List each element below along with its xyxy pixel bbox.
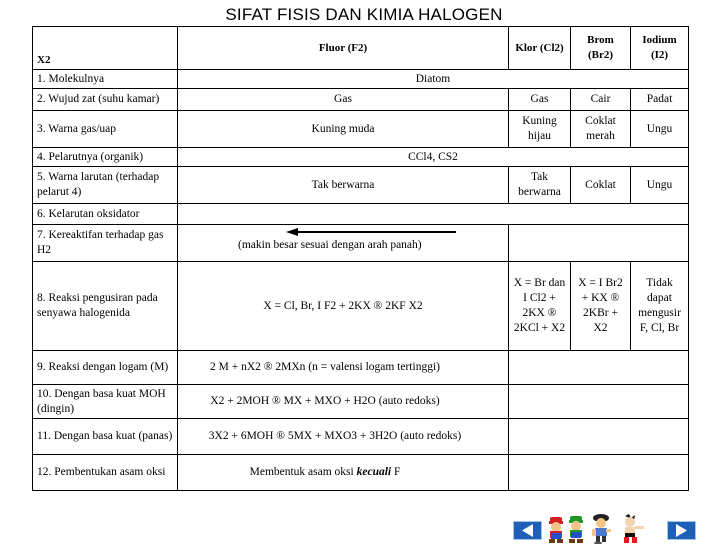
row-value: Diatom	[178, 70, 689, 89]
reactivity-cell	[178, 225, 509, 262]
table-row	[33, 385, 689, 419]
row-value-pre: Membentuk asam oksi	[249, 466, 357, 478]
row-label: 11. Dengan basa kuat (panas)	[33, 419, 178, 455]
cell-klor: Gas	[509, 89, 571, 111]
row-label: 9. Reaksi dengan logam (M)	[33, 351, 178, 385]
table-row	[33, 89, 689, 111]
row-label: 12. Pembentukan asam oksi	[33, 455, 178, 491]
cell-iodium: Ungu	[631, 167, 689, 204]
cell-fluor: Tak berwarna	[178, 167, 509, 204]
row-value-empty	[509, 225, 689, 262]
table-row	[33, 167, 689, 204]
row-value-empty	[509, 385, 689, 419]
cell-fluor: Kuning muda	[178, 111, 509, 148]
row-value-post: F	[391, 466, 401, 478]
row-label: 8. Reaksi pengusiran pada senyawa halogenida	[33, 262, 178, 351]
row-value	[178, 455, 509, 491]
cell-iodium: Ungu	[631, 111, 689, 148]
header-row	[33, 27, 689, 70]
luigi-icon	[565, 515, 587, 544]
row-label: 3. Warna gas/uap	[33, 111, 178, 148]
cell-klor: Tak berwarna	[509, 167, 571, 204]
row-value-empty	[509, 351, 689, 385]
table-row	[33, 70, 689, 89]
row-label: 7. Kereaktifan terhadap gas H2	[33, 225, 178, 262]
row-label: 6. Kelarutan oksidator	[33, 204, 178, 225]
header-klor: Klor (Cl2)	[509, 27, 571, 70]
cartoon-character-icon	[589, 513, 615, 544]
cell-klor: X = Br dan I Cl2 + 2KX ® 2KCl + X2	[509, 262, 571, 351]
table-row	[33, 419, 689, 455]
cell-iodium: Tidak dapat mengusir F, Cl, Br	[631, 262, 689, 351]
next-slide-button[interactable]	[667, 521, 696, 540]
header-x2: X2	[33, 27, 178, 70]
cell-klor: Kuning hijau	[509, 111, 571, 148]
row-value: 2 M + nX2 ® 2MXn (n = valensi logam tertinggi)	[178, 351, 509, 385]
cell-brom: Coklat merah	[571, 111, 631, 148]
table-row	[33, 455, 689, 491]
prev-slide-button[interactable]	[513, 521, 542, 540]
cell-brom: Coklat	[571, 167, 631, 204]
table-row	[33, 204, 689, 225]
table-row	[33, 351, 689, 385]
row-value-empty	[509, 455, 689, 491]
table-row	[33, 262, 689, 351]
row-label: 5. Warna larutan (terhadap pelarut 4)	[33, 167, 178, 204]
cell-iodium: Padat	[631, 89, 689, 111]
header-fluor: Fluor (F2)	[178, 27, 509, 70]
row-value: CCl4, CS2	[178, 148, 689, 167]
header-brom: Brom (Br2)	[571, 27, 631, 70]
row-label: 10. Dengan basa kuat MOH (dingin)	[33, 385, 178, 419]
row-value: (makin besar sesuai dengan arah panah)	[238, 239, 422, 251]
row-value-emphasis: kecuali	[356, 466, 392, 478]
arrow-left-icon	[286, 228, 456, 236]
halogen-table	[32, 26, 689, 491]
astro-boy-icon	[617, 513, 647, 544]
row-label: 1. Molekulnya	[33, 70, 178, 89]
cell-brom: X = I Br2 + KX ® 2KBr + X2	[571, 262, 631, 351]
mario-icon	[545, 516, 567, 544]
arrow-left-icon	[514, 522, 541, 539]
header-iodium: Iodium (I2)	[631, 27, 689, 70]
row-value: 3X2 + 6MOH ® 5MX + MXO3 + 3H2O (auto redoks)	[178, 419, 509, 455]
row-value: X2 + 2MOH ® MX + MXO + H2O (auto redoks)	[178, 385, 509, 419]
cell-fluor: X = Cl, Br, I F2 + 2KX ® 2KF X2	[178, 262, 509, 351]
arrow-right-icon	[668, 522, 695, 539]
table-row	[33, 225, 689, 262]
row-label: 4. Pelarutnya (organik)	[33, 148, 178, 167]
row-label: 2. Wujud zat (suhu kamar)	[33, 89, 178, 111]
table-row	[33, 111, 689, 148]
row-value-empty	[509, 419, 689, 455]
cell-brom: Cair	[571, 89, 631, 111]
table-row	[33, 148, 689, 167]
row-value	[178, 204, 689, 225]
page-title: SIFAT FISIS DAN KIMIA HALOGEN	[225, 5, 503, 24]
cell-fluor: Gas	[178, 89, 509, 111]
